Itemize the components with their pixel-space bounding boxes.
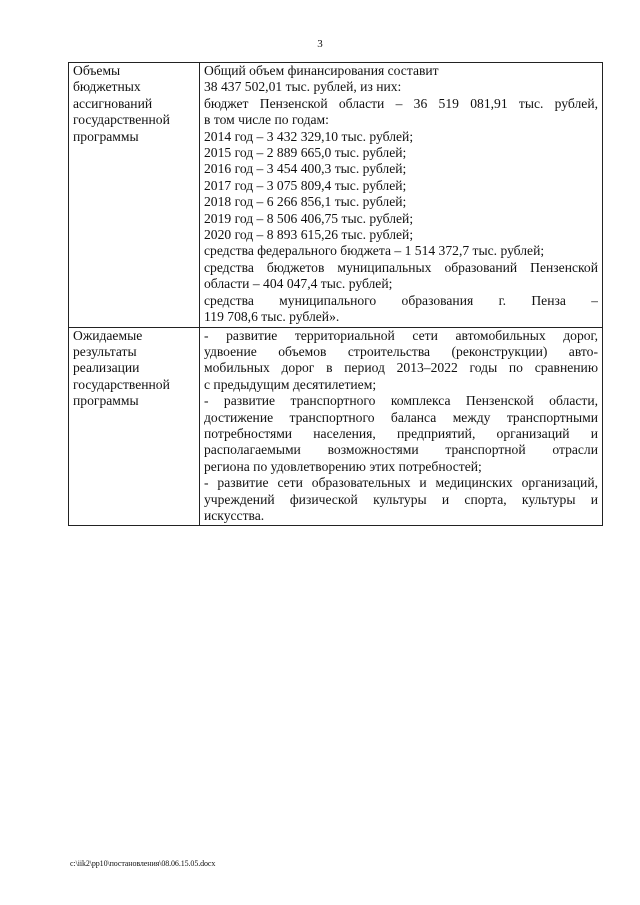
content-line: средства бюджетов муниципальных образований Пензенской (204, 259, 598, 275)
row-label-line: программы (73, 128, 139, 144)
content-line: региона по удовлетворению этих потребностей; (204, 458, 482, 474)
content-line: мобильных дорог в период 2013–2022 годы по сравнению (204, 360, 598, 376)
content-line: с предыдущим десятилетием; (204, 376, 377, 392)
table-row-expected-results (69, 327, 603, 526)
content-line: Общий объем финансирования составит (204, 63, 439, 78)
content-line: 2019 год – 8 506 406,75 тыс. рублей; (204, 210, 414, 226)
content-line: в том числе по годам: (204, 112, 329, 128)
row-label-line: программы (73, 393, 139, 409)
content-line: - развитие сети образовательных и медицинских организаций, (204, 475, 598, 491)
row-label-line: ассигнований (73, 95, 153, 111)
document-file-path: c:\iik2\pp10\постановления\08.06.15.05.docx (70, 859, 216, 868)
content-line: удвоение объемов строительства (реконструкции) авто- (204, 343, 598, 359)
row-content-cell (200, 327, 603, 526)
content-line: 38 437 502,01 тыс. рублей, из них: (204, 79, 402, 95)
content-line: потребностями населения, предприятий, организаций и (204, 425, 598, 441)
row-label-line: Ожидаемые (73, 327, 143, 343)
row-label-cell (69, 327, 200, 526)
content-line: области – 404 047,4 тыс. рублей; (204, 276, 393, 292)
content-line: 2018 год – 6 266 856,1 тыс. рублей; (204, 194, 407, 210)
row-label-line: государственной (73, 112, 170, 128)
row-label-line: результаты (73, 343, 137, 359)
row-label-line: Объемы (73, 63, 121, 78)
content-line: бюджет Пензенской области – 36 519 081,91 тыс. рублей, (204, 95, 598, 111)
content-line: средства муниципального образования г. Пенза – (204, 292, 598, 308)
content-line: располагаемыми возможностями транспортной отрасли (204, 442, 598, 458)
content-line: 2016 год – 3 454 400,3 тыс. рублей; (204, 161, 407, 177)
row-label-line: государственной (73, 376, 170, 392)
table-row-budget (69, 63, 603, 328)
content-line: 119 708,6 тыс. рублей». (204, 309, 340, 325)
row-content-cell (200, 63, 603, 328)
content-line: искусства. (204, 507, 265, 523)
row-label-cell (69, 63, 200, 328)
content-line: достижение транспортного баланса между транспортными (204, 409, 598, 425)
content-line: 2020 год – 8 893 615,26 тыс. рублей; (204, 227, 414, 243)
page-number: 3 (317, 38, 323, 50)
content-line: - развитие транспортного комплекса Пензенской области, (204, 393, 598, 409)
content-line: 2017 год – 3 075 809,4 тыс. рублей; (204, 177, 407, 193)
content-line: средства федерального бюджета – 1 514 372,7 тыс. рублей; (204, 243, 545, 259)
program-passport-table (68, 62, 603, 526)
row-label-line: реализации (73, 360, 140, 376)
content-line: 2014 год – 3 432 329,10 тыс. рублей; (204, 128, 414, 144)
content-line: 2015 год – 2 889 665,0 тыс. рублей; (204, 145, 407, 161)
row-label-line: бюджетных (73, 79, 141, 95)
content-line: учреждений физической культуры и спорта, культуры и (204, 491, 598, 507)
content-line: - развитие территориальной сети автомобильных дорог, (204, 327, 598, 343)
